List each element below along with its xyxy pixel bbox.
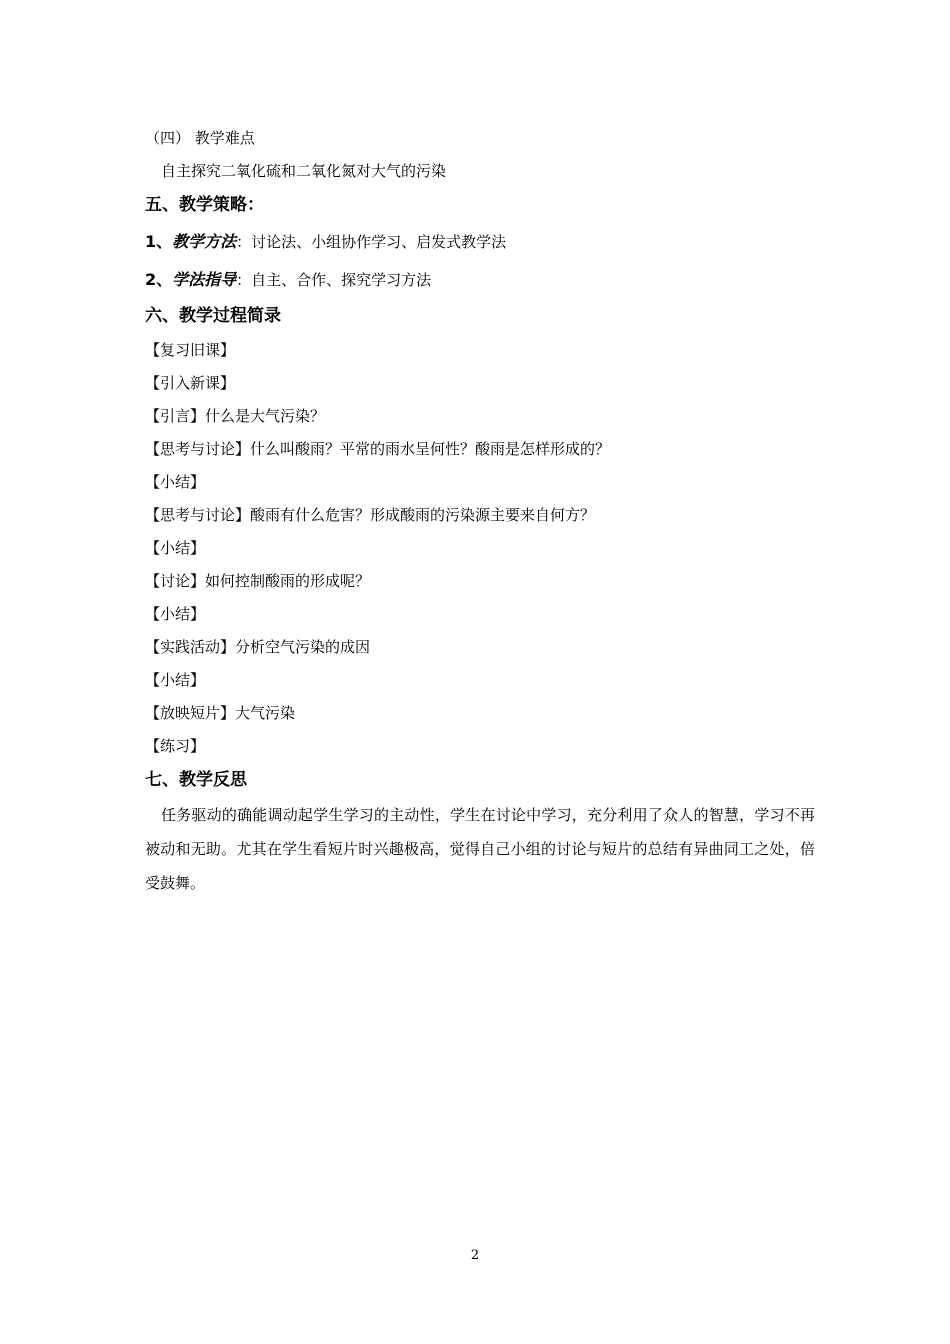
process-list xyxy=(145,334,815,763)
section-heading-strategy: 五、教学策略： xyxy=(145,195,264,215)
difficulty-text: 自主探究二氧化硫和二氧化氮对大气的污染 xyxy=(161,162,447,180)
strategy-text: 讨论法、小组协作学习、启发式教学法 xyxy=(251,233,507,251)
strategy-number: 2、 xyxy=(145,270,173,289)
process-item: 【讨论】如何控制酸雨的形成呢？ xyxy=(145,572,371,590)
section-heading-process: 六、教学过程简录 xyxy=(145,306,281,326)
process-item: 【放映短片】大气污染 xyxy=(145,704,296,722)
process-item: 【复习旧课】 xyxy=(145,341,236,359)
process-item: 【小结】 xyxy=(145,539,206,557)
section-heading-reflection: 七、教学反思 xyxy=(145,770,247,790)
strategy-item-methods xyxy=(145,223,815,261)
strategy-term: 学法指导 xyxy=(172,270,237,289)
page-content xyxy=(145,122,815,915)
strategy-separator: ： xyxy=(236,233,252,251)
strategy-item-guidance xyxy=(145,261,815,299)
strategy-term: 教学方法 xyxy=(172,232,237,251)
process-item: 【练习】 xyxy=(145,737,206,755)
process-item: 【引言】什么是大气污染？ xyxy=(145,407,326,425)
process-item: 【思考与讨论】酸雨有什么危害？形成酸雨的污染源主要来自何方？ xyxy=(145,506,596,524)
strategy-separator: ： xyxy=(236,271,252,289)
strategy-text: 自主、合作、探究学习方法 xyxy=(251,271,432,289)
process-item: 【小结】 xyxy=(145,605,206,623)
subsection-heading-difficulty: （四） 教学难点 xyxy=(145,129,255,147)
reflection-paragraph: 任务驱动的确能调动起学生学习的主动性，学生在讨论中学习，充分利用了众人的智慧，学习不再被动和无助。尤其在学生看短片时兴趣极高，觉得自己小组的讨论与短片的总结有异曲同工之处，倍受鼓舞。 xyxy=(145,806,815,892)
process-item: 【实践活动】分析空气污染的成因 xyxy=(145,638,371,656)
process-item: 【引入新课】 xyxy=(145,374,236,392)
page-number: 2 xyxy=(470,1248,480,1263)
strategy-number: 1、 xyxy=(145,232,173,251)
process-item: 【思考与讨论】什么叫酸雨？平常的雨水呈何性？酸雨是怎样形成的？ xyxy=(145,440,611,458)
process-item: 【小结】 xyxy=(145,671,206,689)
process-item: 【小结】 xyxy=(145,473,206,491)
